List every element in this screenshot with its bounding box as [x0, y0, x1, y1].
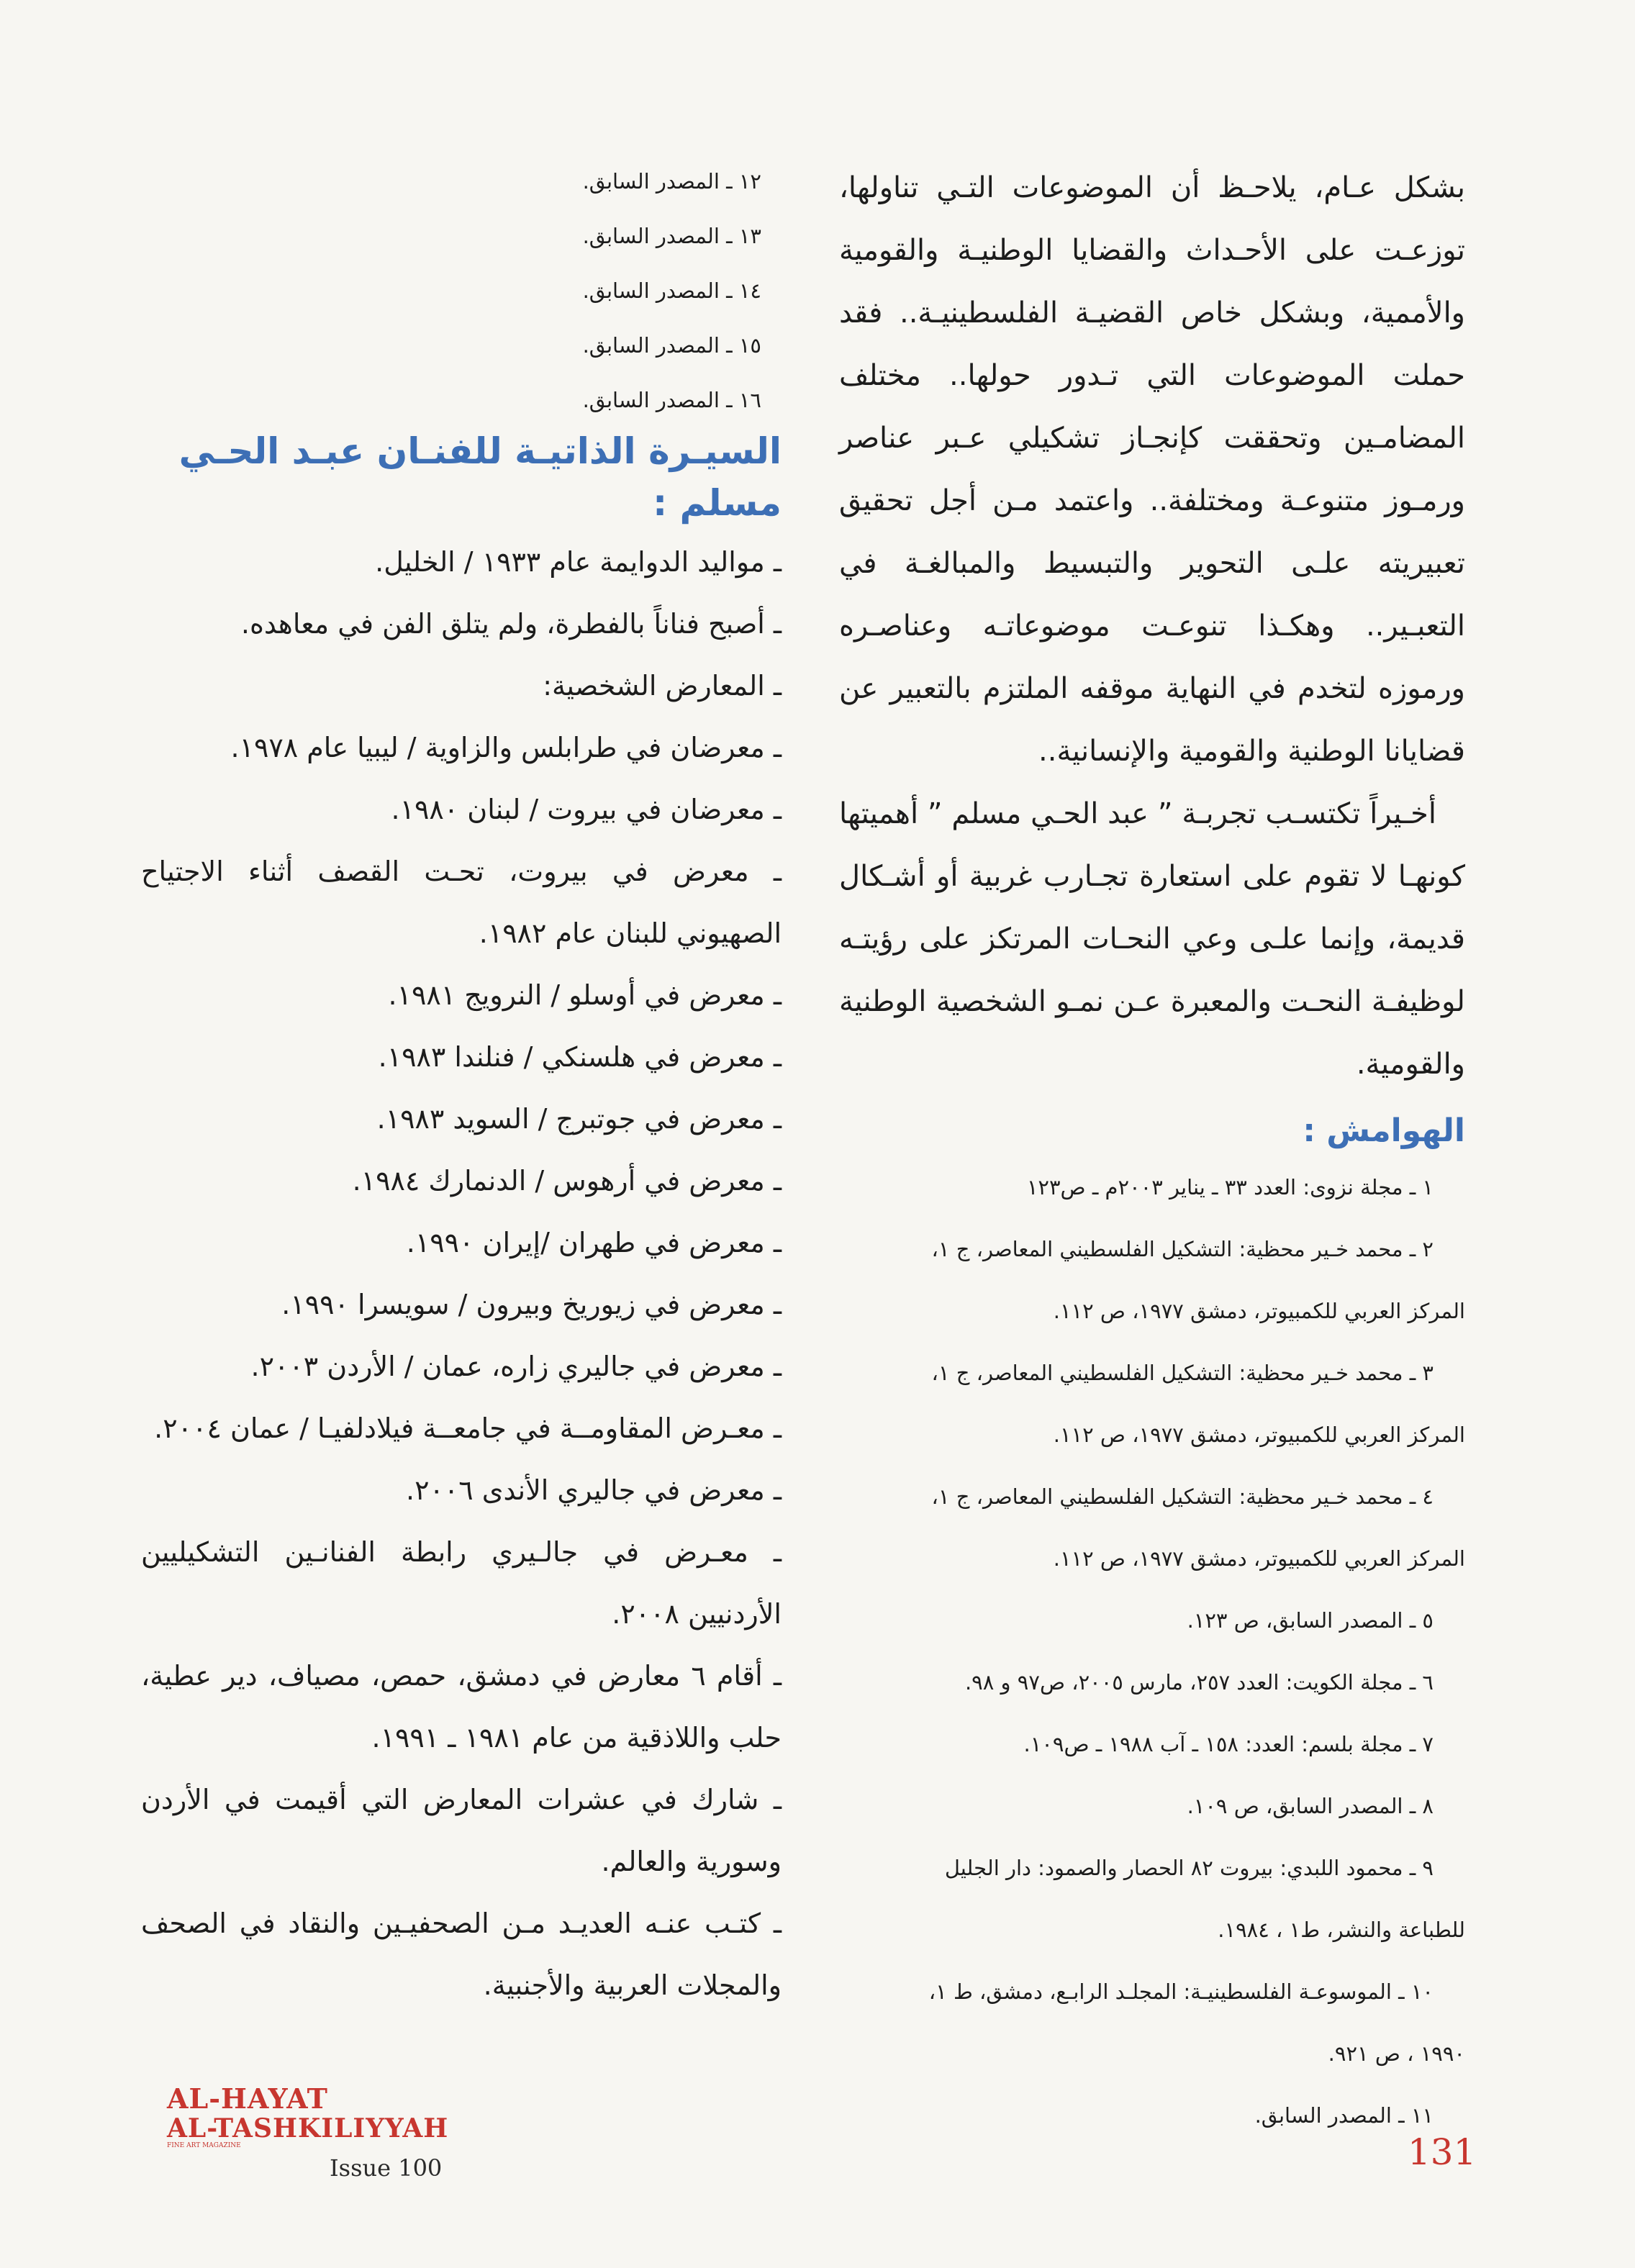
biography-item: ـ أقام ٦ معارض في دمشق، حمص، مصياف، دير عطية، حلب واللاذقية من عام ١٩٨١ ـ ١٩٩١. — [141, 1660, 782, 1754]
footnote: ٧ ـ مجلة بلسم: العدد: ١٥٨ ـ آب ١٩٨٨ ـ ص١٠٩. — [1023, 1732, 1434, 1756]
biography-item: ـ معرضان في بيروت / لبنان ١٩٨٠. — [391, 794, 782, 825]
biography-item: ـ المعارض الشخصية: — [543, 670, 782, 702]
footnotes-heading: الهوامش : — [1303, 1112, 1465, 1149]
footnote: ١٤ ـ المصدر السابق. — [582, 278, 761, 303]
biography-item: ـ معرض في جوتبرج / السويد ١٩٨٣. — [376, 1103, 782, 1135]
footnote: ٣ ـ محمد خـير محظية: التشكيل الفلسطيني المعاصر، ج ١، — [931, 1361, 1434, 1385]
footnote: ١٣ ـ المصدر السابق. — [582, 224, 761, 248]
page-number: 131 — [1408, 2131, 1477, 2173]
biography-item: ـ معـرض المقاومــة في جامعــة فيلادلفيـا / عمان ٢٠٠٤. — [154, 1412, 782, 1444]
footnote: ١ ـ مجلة نزوى: العدد ٣٣ ـ يناير ٢٠٠٣م ـ ص١٢٣ — [1026, 1175, 1434, 1199]
biography-item: ـ معرضان في طرابلس والزاوية / ليبيا عام ١٩٧٨. — [230, 732, 782, 763]
footnote-continuation: المركز العربي للكمبيوتر، دمشق ١٩٧٧، ص ١١٢. — [1053, 1546, 1465, 1571]
logo-line-1: AL-HAYAT — [167, 2082, 328, 2115]
biography-item: ـ معرض في أوسلو / النرويج ١٩٨١. — [388, 979, 782, 1011]
magazine-logo — [167, 2082, 449, 2149]
biography-item: ـ معرض في هلسنكي / فنلندا ١٩٨٣. — [378, 1041, 782, 1073]
footnote-continuation: المركز العربي للكمبيوتر، دمشق ١٩٧٧، ص ١١٢. — [1053, 1299, 1465, 1323]
article-paragraph: بشكل عـام، يلاحـظ أن الموضوعات التـي تناولها، توزعـت على الأحـداث والقضايا الوطنيـة والقومية والأممية، وبشكل خاص القضيـة الفلسطينيـة.. فقد حملت الموضوعات التي تـدور حولها.. مختلف المضامـين وتحققت كإنجـاز تشكيلي عـبر عناصر ورمـوز متنوعـة ومختلفة.. واعتمد مـن أجل تحقيق تعبيريته علـى التحوير والتبسيط والمبالغـة في التعبـير.. وهكـذا تنوعـت موضوعاتـه وعناصـره ورموزه لتخدم في النهاية موقفه الملتزم بالتعبير عن قضايانا الوطنية والقومية والإنسانية.. — [839, 171, 1465, 768]
biography-item: ـ مواليد الدوايمة عام ١٩٣٣ / الخليل. — [375, 546, 782, 578]
biography-item: ـ معـرض في جالـيري رابطة الفنانـين التشكيليين الأردنيين ٢٠٠٨. — [141, 1536, 782, 1630]
footnotes-list — [839, 1156, 1465, 2146]
footnote: ١١ ـ المصدر السابق. — [1254, 2103, 1434, 2128]
article-paragraph: أخـيراً تكتسـب تجربـة ” عبد الحـي مسلم ” أهميتها كونهـا لا تقوم على استعارة تجـارب غربية أو أشـكال قديمة، وإنما علـى وعي النحـات المرتكز على رؤيتـه لوظيفـة النحـت والمعبرة عـن نمـو الشخصية الوطنية والقومية. — [839, 797, 1465, 1081]
footnote: ٢ ـ محمد خـير محظية: التشكيل الفلسطيني المعاصر، ج ١، — [931, 1237, 1434, 1261]
footnote-continuation: المركز العربي للكمبيوتر، دمشق ١٩٧٧، ص ١١٢. — [1053, 1423, 1465, 1447]
biography-column — [141, 157, 782, 2016]
issue-label: Issue 100 — [330, 2154, 443, 2182]
logo-tagline: FINE ART MAGAZINE — [167, 2142, 241, 2149]
biography-item: ـ معرض في زيوريخ وبيرون / سويسرا ١٩٩٠. — [281, 1289, 782, 1320]
biography-item: ـ معرض في جاليري زاره، عمان / الأردن ٢٠٠٣. — [250, 1351, 782, 1382]
footnote: ١٠ ـ الموسوعـة الفلسطينيـة: المجلـد الرابـع، دمشق، ط ١، — [928, 1979, 1434, 2004]
footnote: ٨ ـ المصدر السابق، ص ١٠٩. — [1187, 1794, 1434, 1818]
biography-list — [141, 531, 782, 2016]
continued-footnotes — [141, 151, 782, 430]
biography-item: ـ أصبح فناناً بالفطرة، ولم يتلق الفن في معاهده. — [240, 608, 782, 640]
biography-item: ـ معرض في بيروت، تحـت القصف أثناء الاجتياح الصهيوني للبنان عام ١٩٨٢. — [141, 856, 782, 949]
footnote: ١٥ ـ المصدر السابق. — [582, 333, 761, 358]
footnote-continuation: ١٩٩٠ ، ص ٩٢١. — [1328, 2041, 1465, 2066]
biography-item: ـ معرض في أرهوس / الدنمارك ١٩٨٤. — [352, 1165, 782, 1197]
biography-item: ـ كتـب عنـه العديـد مـن الصحفيـين والنقاد في الصحف والمجلات العربية والأجنبية. — [141, 1908, 782, 2001]
footnote: ٩ ـ محمود اللبدي: بيروت ٨٢ الحصار والصمود: دار الجليل — [944, 1856, 1434, 1880]
footnote: ٥ ـ المصدر السابق، ص ١٢٣. — [1187, 1608, 1434, 1633]
footnote: ٤ ـ محمد خـير محظية: التشكيل الفلسطيني المعاصر، ج ١، — [931, 1484, 1434, 1509]
logo-line-2: AL-TASHKILIYYAH — [167, 2113, 449, 2144]
biography-item: ـ معرض في طهران /إيران ١٩٩٠. — [406, 1227, 782, 1258]
footnote-continuation: للطباعة والنشر، ط١ ، ١٩٨٤. — [1218, 1918, 1465, 1942]
biography-item: ـ معرض في جاليري الأندى ٢٠٠٦. — [405, 1474, 782, 1506]
footnote: ١٢ ـ المصدر السابق. — [582, 169, 761, 194]
footnote: ١٦ ـ المصدر السابق. — [582, 388, 761, 412]
biography-heading: السيـرة الذاتيـة للفنـان عبـد الحـي — [178, 430, 782, 472]
biography-heading-continuation: مسلم : — [653, 482, 782, 524]
article-column — [839, 157, 1465, 2146]
footnote: ٦ ـ مجلة الكويت: العدد ٢٥٧، مارس ٢٠٠٥، ص٩٧ و ٩٨. — [964, 1670, 1434, 1695]
biography-item: ـ شارك في عشرات المعارض التي أقيمت في الأردن وسورية والعالم. — [141, 1784, 782, 1877]
